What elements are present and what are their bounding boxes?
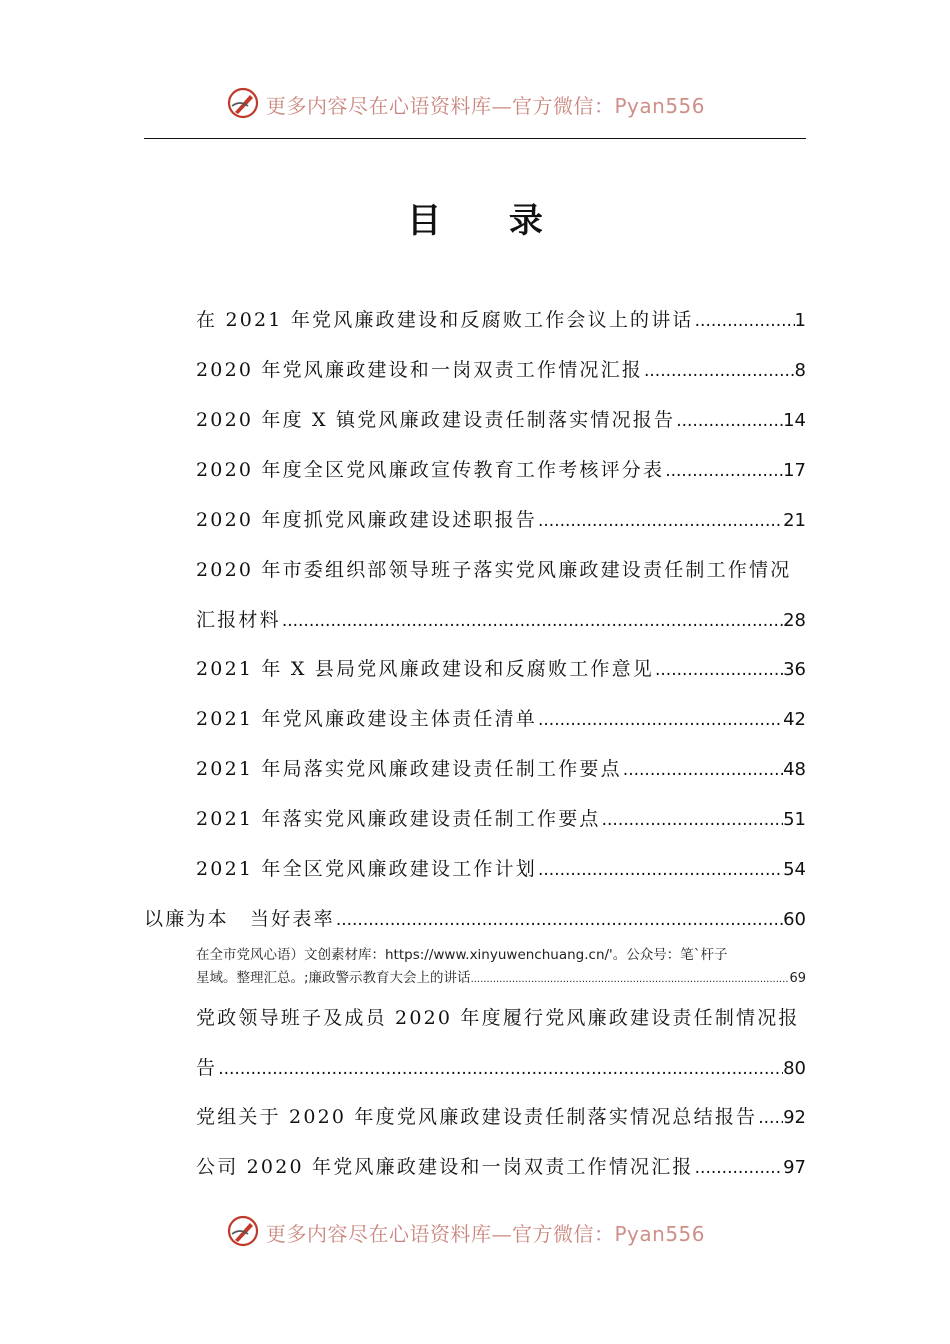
- toc-entry-title: 2021 年全区党风廉政建设工作计划: [196, 858, 537, 880]
- toc-entry-page: 14: [783, 410, 806, 431]
- toc-entry-page: 97: [783, 1157, 806, 1178]
- toc-leader: [601, 810, 783, 830]
- toc-entry[interactable]: [196, 305, 806, 335]
- toc-entry[interactable]: [196, 1152, 806, 1182]
- toc-entry-title: 告: [196, 1057, 218, 1079]
- toc-entry[interactable]: [196, 804, 806, 834]
- toc-entry[interactable]: [196, 654, 806, 684]
- toc-entry-page: 80: [783, 1058, 806, 1079]
- toc-entry-small[interactable]: [196, 944, 806, 991]
- toc-entry-title: 党组关于 2020 年度党风廉政建设责任制落实情况总结报告: [196, 1106, 758, 1128]
- toc-leader: [757, 1108, 783, 1128]
- toc-entry-page: 92: [783, 1107, 806, 1128]
- toc-entry-page: 48: [783, 759, 806, 780]
- toc-entry-title: 汇报材料: [196, 609, 281, 631]
- header-rule: [144, 138, 806, 139]
- toc-entry-title-line1: 在全市党风心语）文创素材库：https://www.xinyuwenchuang.cn/'。公众号：笔`杆子: [196, 947, 728, 963]
- toc-leader: [643, 361, 795, 381]
- toc-entry-title: 2020 年度抓党风廉政建设述职报告: [196, 509, 537, 531]
- toc-entry-page: 60: [783, 909, 806, 930]
- header-banner: [0, 80, 950, 124]
- toc-entry-page: 17: [783, 460, 806, 481]
- toc-leader: [281, 611, 783, 631]
- toc-entry[interactable]: [144, 904, 806, 934]
- toc-leader: [537, 860, 783, 880]
- toc-entry-title: 2020 年度全区党风廉政宣传教育工作考核评分表: [196, 459, 665, 481]
- toc-entry-title-line1[interactable]: 党政领导班子及成员 2020 年度履行党风廉政建设责任制情况报: [196, 1007, 800, 1029]
- toc-entry-title: 2021 年 X 县局党风廉政建设和反腐败工作意见: [196, 658, 654, 680]
- toc-entry-title: 以廉为本 当好表率: [144, 908, 335, 930]
- toc-leader: [622, 760, 783, 780]
- toc-entry-page: 54: [783, 859, 806, 880]
- toc-entry-title: 2021 年局落实党风廉政建设责任制工作要点: [196, 758, 622, 780]
- toc-leader: [694, 311, 795, 331]
- toc-entry-page: 36: [783, 659, 806, 680]
- toc-leader: [537, 710, 783, 730]
- toc-leader: [471, 968, 790, 991]
- footer-banner: [0, 1208, 950, 1252]
- toc-entry-title: 星域。整理汇总。;廉政警示教育大会上的讲话: [196, 970, 471, 986]
- toc-leader: [335, 910, 783, 930]
- toc-leader: [537, 511, 783, 531]
- banner-text: 更多内容尽在心语资料库—官方微信：Pyan556: [266, 1222, 706, 1246]
- toc-entry[interactable]: [196, 505, 806, 535]
- toc-entry[interactable]: [196, 754, 806, 784]
- toc-entry[interactable]: [196, 355, 806, 385]
- toc-entry[interactable]: [196, 704, 806, 734]
- page-title: 目 录: [407, 201, 571, 241]
- toc-entry-page: 1: [794, 310, 806, 331]
- toc-entry-title: 2020 年度 X 镇党风廉政建设责任制落实情况报告: [196, 409, 676, 431]
- toc-entry[interactable]: [196, 1102, 806, 1132]
- toc-entry-title: 2021 年落实党风廉政建设责任制工作要点: [196, 808, 601, 830]
- toc-leader: [654, 660, 783, 680]
- toc-entry-title: 在 2021 年党风廉政建设和反腐败工作会议上的讲话: [196, 309, 694, 331]
- pen-logo-icon: [226, 1214, 260, 1248]
- toc-entry-title: 2020 年党风廉政建设和一岗双责工作情况汇报: [196, 359, 643, 381]
- toc-entry[interactable]: [196, 605, 806, 635]
- toc-entry-page: 69: [789, 971, 806, 986]
- toc-entry[interactable]: [196, 455, 806, 485]
- toc-entry-page: 8: [794, 360, 806, 381]
- toc-entry: [196, 967, 806, 991]
- toc-entry[interactable]: [196, 1053, 806, 1083]
- toc-leader: [217, 1059, 783, 1079]
- banner-text: 更多内容尽在心语资料库—官方微信：Pyan556: [266, 94, 706, 118]
- toc-entry-page: 21: [783, 510, 806, 531]
- toc-entry-title-line1[interactable]: 2020 年市委组织部领导班子落实党风廉政建设责任制工作情况: [196, 559, 792, 581]
- toc-leader: [664, 461, 783, 481]
- pen-logo-icon: [226, 86, 260, 120]
- toc-entry[interactable]: [196, 405, 806, 435]
- toc-entry-page: 28: [783, 610, 806, 631]
- toc-entry-page: 51: [783, 809, 806, 830]
- toc-leader: [694, 1158, 783, 1178]
- toc-entry-page: 42: [783, 709, 806, 730]
- toc-entry-title: 2021 年党风廉政建设主体责任清单: [196, 708, 537, 730]
- toc-entry[interactable]: [196, 854, 806, 884]
- toc-leader: [675, 411, 783, 431]
- toc-entry-title: 公司 2020 年党风廉政建设和一岗双责工作情况汇报: [196, 1156, 694, 1178]
